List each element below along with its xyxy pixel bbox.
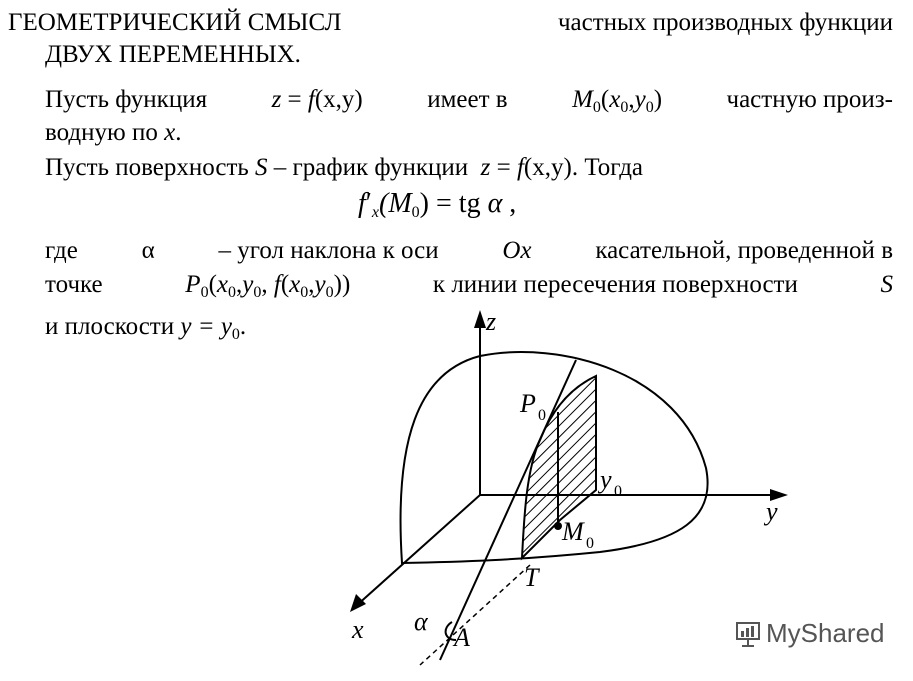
paragraph-1-line2: водную по x. bbox=[45, 119, 182, 146]
paragraph-3: где α – угол наклона к оси Ox касательной, проведенной в bbox=[45, 237, 893, 264]
label-P0: P bbox=[520, 389, 536, 418]
paragraph-1: Пусть функция z = f(x,y) имеет в $M_0(x_0,y_0)$ частную произ- bbox=[45, 86, 893, 116]
title-caps: ГЕОМЕТРИЧЕСКИЙ СМЫСЛ bbox=[8, 9, 342, 36]
label-T: T bbox=[524, 563, 539, 592]
label-P0-sub: 0 bbox=[538, 407, 546, 424]
title-line2: ДВУХ ПЕРЕМЕННЫХ. bbox=[45, 41, 301, 68]
label-M0: M bbox=[562, 517, 584, 546]
paragraph-3-line2: точке $P_0(x_0,y_0$, $f(x_0,y_0)$) к линии пересечения поверхности S bbox=[45, 271, 893, 301]
M0-point bbox=[554, 522, 562, 530]
label-y0-sub: 0 bbox=[614, 483, 622, 500]
label-x: x bbox=[352, 615, 364, 644]
title-rest: частных производных функции bbox=[557, 9, 893, 36]
label-alpha: α bbox=[414, 607, 428, 636]
dashed-line bbox=[420, 565, 530, 665]
label-z: z bbox=[486, 307, 497, 336]
x-arrow bbox=[350, 594, 366, 612]
function-expression: z = f(x,y) bbox=[271, 86, 363, 113]
label-y: y bbox=[766, 497, 778, 526]
point-P0: $P_0(x_0,y_0$, $f(x_0,y_0)$) bbox=[185, 271, 351, 301]
label-y0: y bbox=[600, 465, 612, 494]
x-axis bbox=[356, 495, 480, 606]
watermark-text: MyShared bbox=[766, 618, 885, 648]
presentation-board-icon bbox=[736, 621, 760, 647]
label-M0-sub: 0 bbox=[586, 535, 594, 552]
label-A: A bbox=[454, 623, 470, 652]
z-arrow bbox=[474, 310, 486, 328]
point-M0: $M_0(x_0,y_0)$ bbox=[572, 86, 663, 116]
paragraph-2: Пусть поверхность S – график функции z = f(x,y). Тогда bbox=[45, 154, 644, 181]
formula: $f'_x(M_0)$ = tg α , bbox=[358, 188, 517, 221]
watermark-logo bbox=[736, 618, 885, 649]
paragraph-3-line3: и плоскости $y = y_0$. bbox=[45, 313, 247, 343]
